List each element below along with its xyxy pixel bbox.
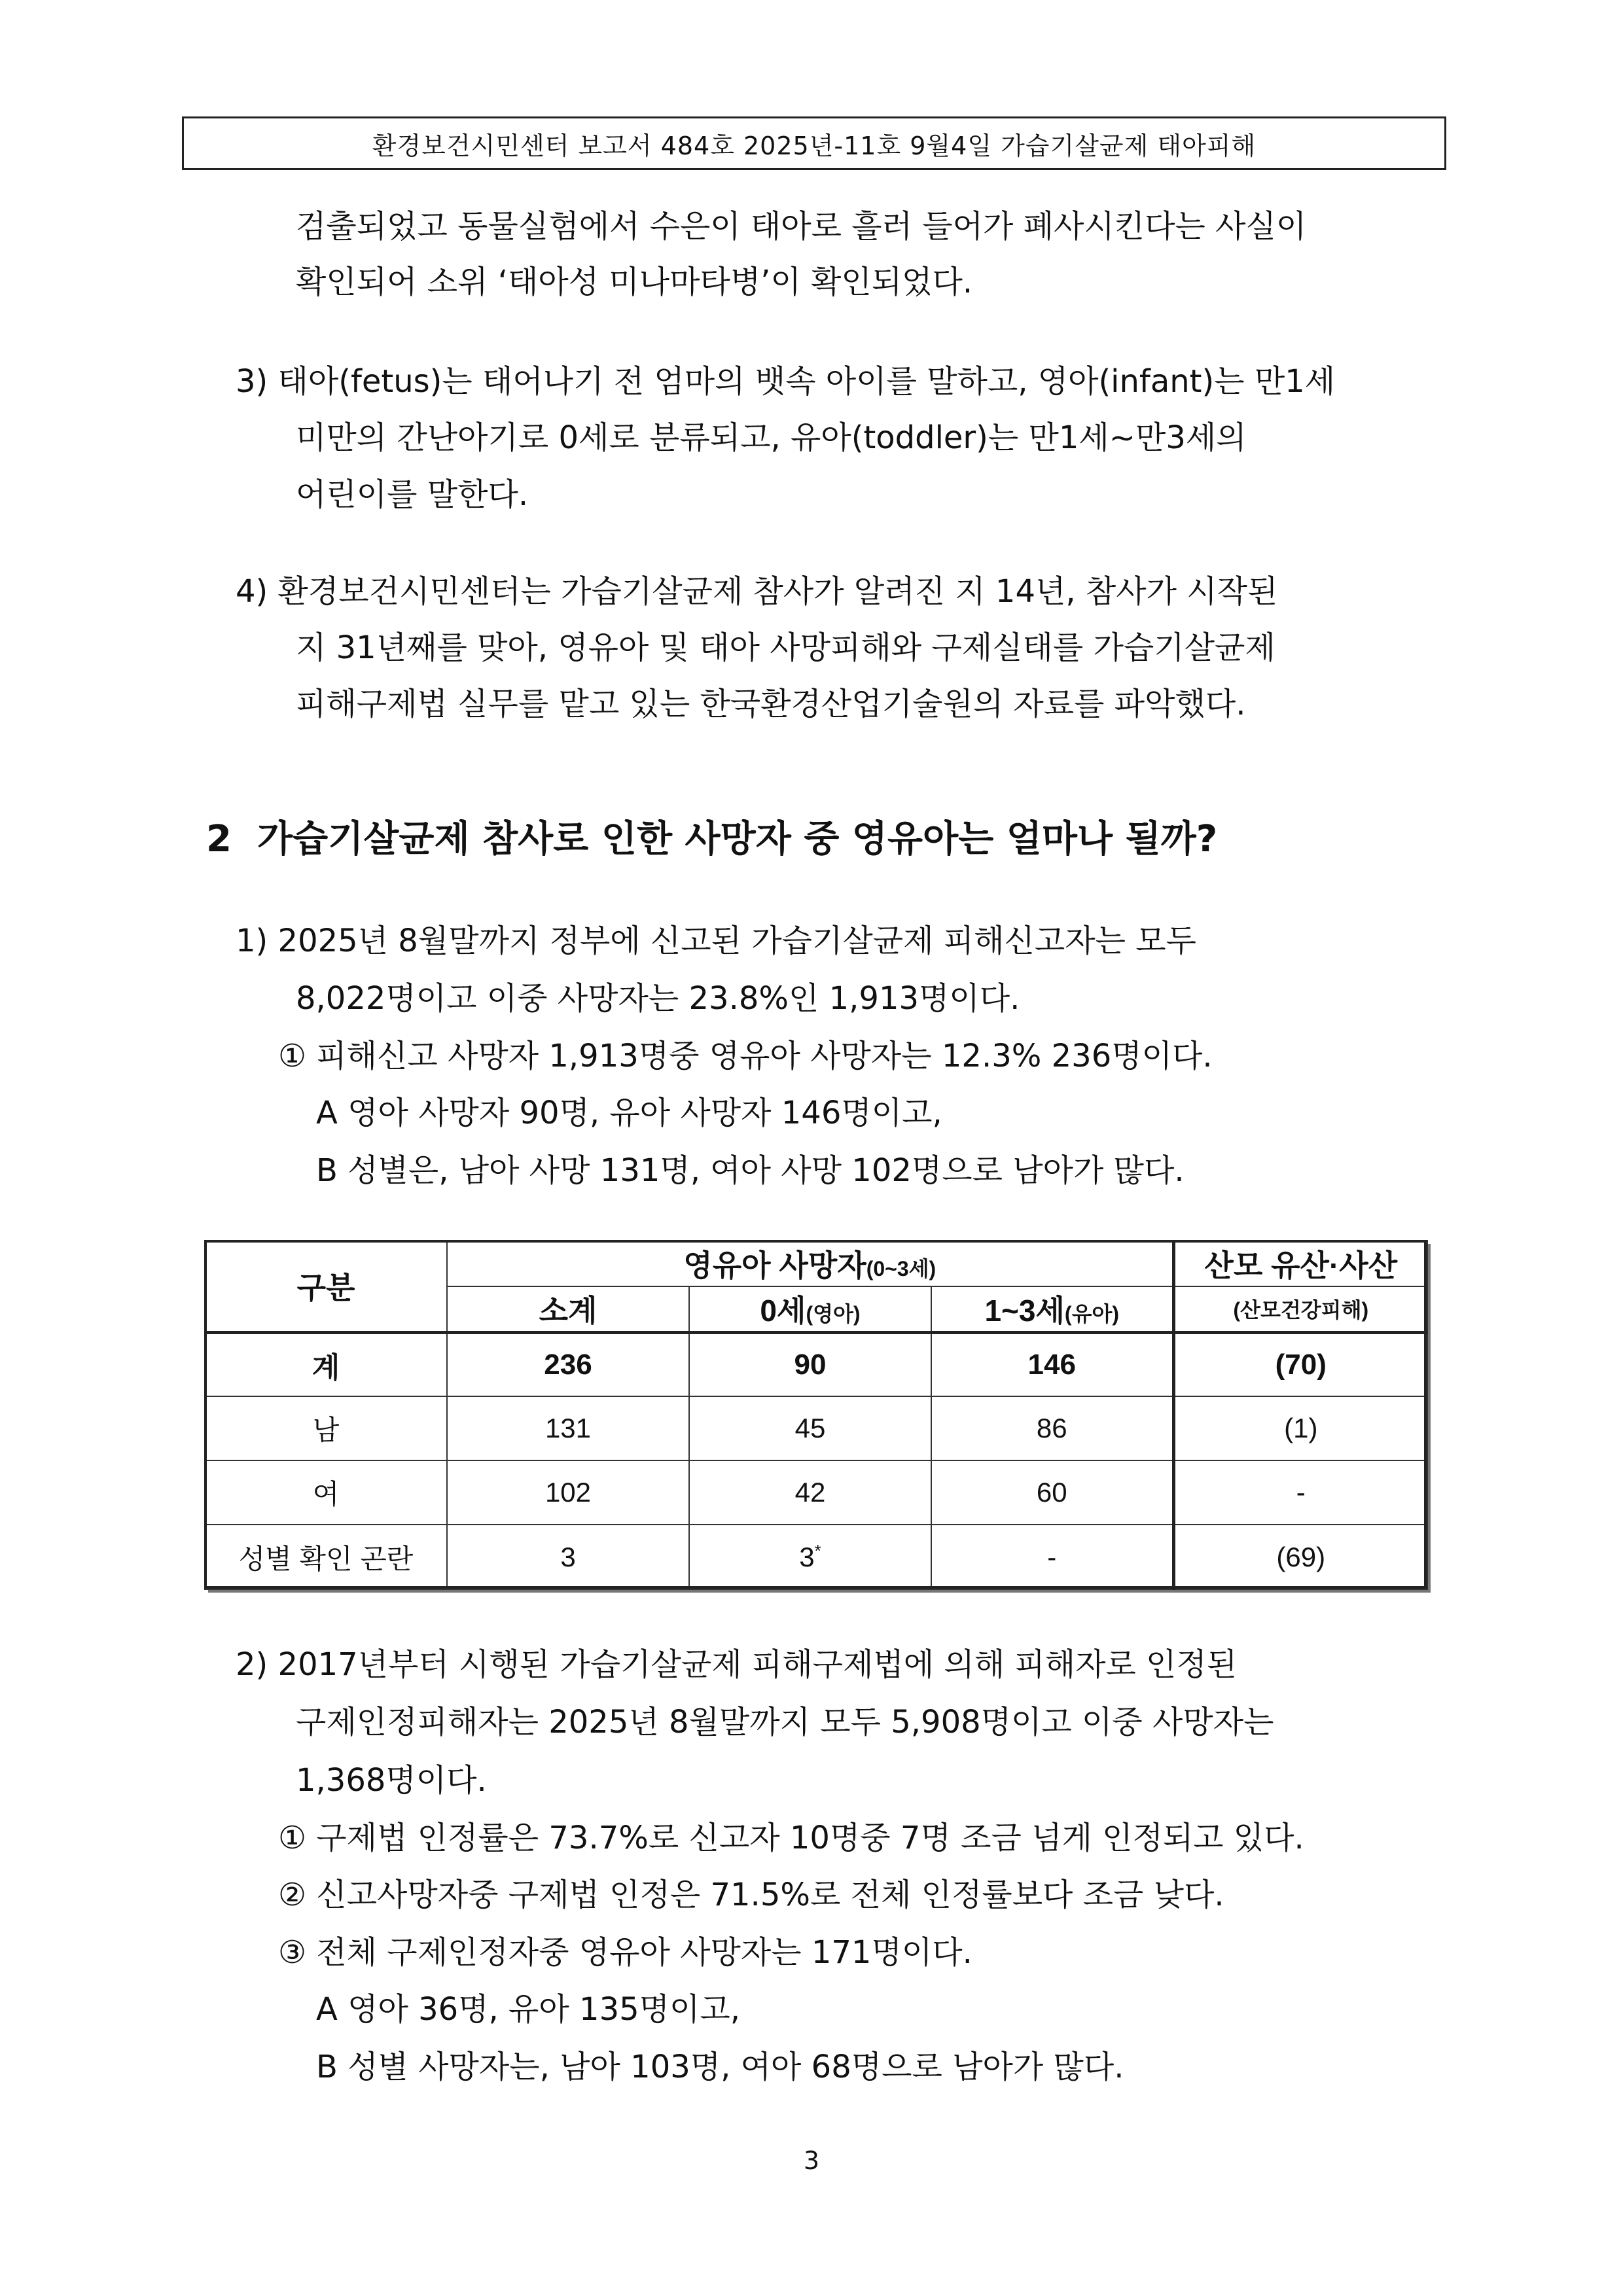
- row-label: 여: [205, 1460, 447, 1525]
- p2-line-3: 1,368명이다.: [296, 1762, 487, 1799]
- p1-line-1: 1) 2025년 8월말까지 정부에 신고된 가습기살균제 피해신고자는 모두: [236, 923, 1196, 959]
- age0-header: [689, 1286, 931, 1332]
- infant-deaths-header-main: 영유아 사망자: [683, 1248, 866, 1282]
- table-row-female: [205, 1460, 1427, 1525]
- note3-line-3: 어린이를 말한다.: [296, 476, 529, 513]
- infant-deaths-header-sub: (0~3세): [866, 1257, 936, 1280]
- maternal-header: 산모 유산·사산: [1173, 1241, 1427, 1286]
- note4-line-1: 4) 환경보건시민센터는 가습기살균제 참사가 알려진 지 14년, 참사가 시작된: [236, 573, 1278, 610]
- cell-subtotal: 3: [447, 1525, 689, 1589]
- p2-item-3-a: A 영아 36명, 유아 135명이고,: [316, 1991, 741, 2028]
- note3-line-2: 미만의 간난아기로 0세로 분류되고, 유아(toddler)는 만1세~만3세의: [296, 419, 1247, 456]
- cell-maternal: (1): [1173, 1396, 1427, 1460]
- cell-subtotal: 131: [447, 1396, 689, 1460]
- cell-age0: [689, 1525, 931, 1589]
- age0-header-main: 0세: [760, 1294, 806, 1328]
- p2-item-3: ③ 전체 구제인정자중 영유아 사망자는 171명이다.: [278, 1934, 972, 1971]
- p2-item-1: ① 구제법 인정률은 73.7%로 신고자 10명중 7명 조금 넘게 인정되고 있다.: [278, 1820, 1304, 1856]
- p2-item-2: ② 신고사망자중 구제법 인정은 71.5%로 전체 인정률보다 조금 낮다.: [278, 1877, 1224, 1913]
- section-title: 가습기살균제 참사로 인한 사망자 중 영유아는 얼마나 될까?: [257, 818, 1218, 860]
- age13-header-sub: (유아): [1064, 1302, 1120, 1326]
- p1-item-1: ① 피해신고 사망자 1,913명중 영유아 사망자는 12.3% 236명이다.: [278, 1038, 1213, 1074]
- cell-age13: -: [931, 1525, 1173, 1589]
- note3-line-1: 3) 태아(fetus)는 태어나기 전 엄마의 뱃속 아이를 말하고, 영아(infant)는 만1세: [236, 363, 1336, 400]
- cell-age13: 86: [931, 1396, 1173, 1460]
- intro-line-1: 검출되었고 동물실험에서 수은이 태아로 흘러 들어가 폐사시킨다는 사실이: [296, 208, 1307, 245]
- report-header: [182, 116, 1446, 170]
- infant-deaths-header: [447, 1241, 1173, 1286]
- intro-line-2: 확인되어 소위 ‘태아성 미나마타병’이 확인되었다.: [296, 264, 973, 300]
- p2-item-3-b: B 성별 사망자는, 남아 103명, 여아 68명으로 남아가 많다.: [316, 2049, 1124, 2085]
- cell-age0-value: 3: [799, 1542, 815, 1572]
- section-number: 2: [206, 818, 232, 860]
- report-header-text: 환경보건시민센터 보고서 484호 2025년-11호 9월4일 가습기살균제 태아피해: [372, 131, 1257, 160]
- age13-header-main: 1~3세: [984, 1294, 1065, 1328]
- row-label: 계: [205, 1332, 447, 1396]
- p2-line-1: 2) 2017년부터 시행된 가습기살균제 피해구제법에 의해 피해자로 인정된: [236, 1646, 1238, 1683]
- cell-subtotal: 102: [447, 1460, 689, 1525]
- cell-age0: 90: [689, 1332, 931, 1396]
- footnote-mark: *: [814, 1541, 821, 1561]
- p2-line-2: 구제인정피해자는 2025년 8월말까지 모두 5,908명이고 이중 사망자는: [296, 1704, 1274, 1740]
- note4-line-2: 지 31년째를 맞아, 영유아 및 태아 사망피해와 구제실태를 가습기살균제: [296, 629, 1275, 666]
- table-row-unknown-sex: [205, 1525, 1427, 1589]
- p1-line-2: 8,022명이고 이중 사망자는 23.8%인 1,913명이다.: [296, 980, 1020, 1017]
- cell-maternal: (69): [1173, 1525, 1427, 1589]
- cell-maternal: -: [1173, 1460, 1427, 1525]
- row-label: 성별 확인 곤란: [205, 1525, 447, 1589]
- cell-age0: 45: [689, 1396, 931, 1460]
- p1-item-1-b: B 성별은, 남아 사망 131명, 여아 사망 102명으로 남아가 많다.: [316, 1152, 1185, 1189]
- age13-header: [931, 1286, 1173, 1332]
- cell-subtotal: 236: [447, 1332, 689, 1396]
- age0-header-sub: (영아): [806, 1302, 861, 1326]
- col-category-header: 구분: [205, 1241, 447, 1332]
- subtotal-header: 소계: [447, 1286, 689, 1332]
- cell-age13: 60: [931, 1460, 1173, 1525]
- cell-age13: 146: [931, 1332, 1173, 1396]
- p1-item-1-a: A 영아 사망자 90명, 유아 사망자 146명이고,: [316, 1095, 942, 1131]
- cell-age0: 42: [689, 1460, 931, 1525]
- cell-maternal: (70): [1173, 1332, 1427, 1396]
- page-number: 3: [803, 2146, 820, 2175]
- maternal-subheader: (산모건강피해): [1173, 1286, 1427, 1332]
- table-row-male: [205, 1396, 1427, 1460]
- row-label: 남: [205, 1396, 447, 1460]
- note4-line-3: 피해구제법 실무를 맡고 있는 한국환경산업기술원의 자료를 파악했다.: [296, 686, 1246, 722]
- section-heading: [206, 818, 1218, 860]
- table-row-total: [205, 1332, 1427, 1396]
- fatality-table: [204, 1240, 1427, 1589]
